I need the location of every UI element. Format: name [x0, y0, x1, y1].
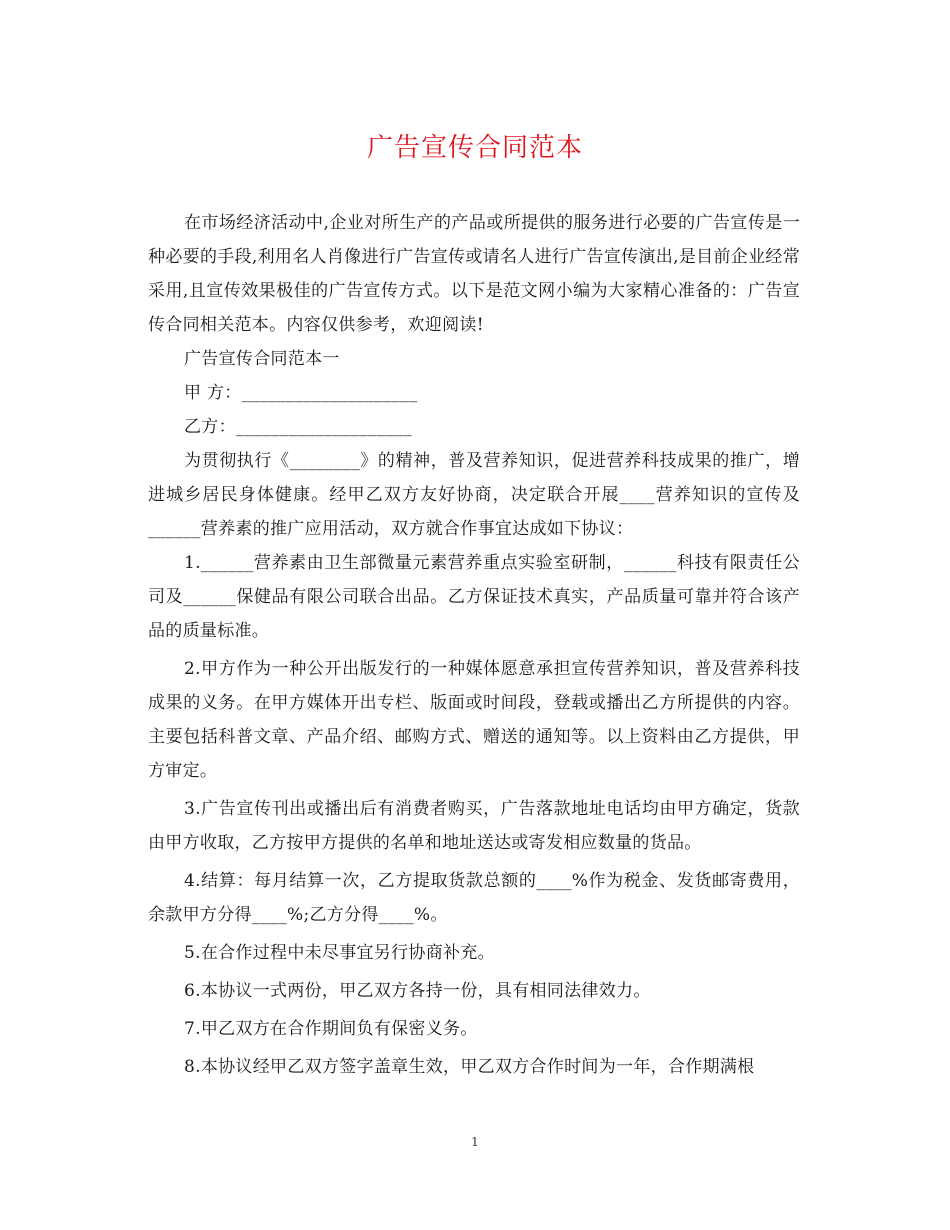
clause-4: 4.结算：每月结算一次，乙方提取货款总额的____%作为税金、发货邮寄费用，余款甲方分得____%;乙方分得____%。	[148, 871, 800, 925]
document-body	[148, 206, 800, 1084]
clause-8: 8.本协议经甲乙双方签字盖章生效，甲乙双方合作时间为一年，合作期满根	[184, 1057, 755, 1077]
document-title: 广告宣传合同范本	[366, 133, 583, 163]
party-a-line: 甲 方：____________________	[184, 383, 418, 403]
clause-1: 1.______营养素由卫生部微量元素营养重点实验室研制，______科技有限责任公司及______保健品有限公司联合出品。乙方保证技术真实，产品质量可靠并符合该产品的质量标准。	[148, 553, 800, 641]
clause-3: 3.广告宣传刊出或播出后有消费者购买，广告落款地址电话均由甲方确定，货款由甲方收取，乙方按甲方提供的名单和地址送达或寄发相应数量的货品。	[148, 799, 800, 853]
clause-2: 2.甲方作为一种公开出版发行的一种媒体愿意承担宣传营养知识，普及营养科技成果的义务。在甲方媒体开出专栏、版面或时间段，登载或播出乙方所提供的内容。主要包括科普文章、产品介绍、邮购方式、赠送的通知等。以上资料由乙方提供，甲方审定。	[148, 659, 800, 781]
clause-7: 7.甲乙双方在合作期间负有保密义务。	[184, 1019, 478, 1039]
intro-paragraph: 在市场经济活动中,企业对所生产的产品或所提供的服务进行必要的广告宣传是一种必要的手段,利用名人肖像进行广告宣传或请名人进行广告宣传演出,是目前企业经常采用,且宣传效果极佳的广告宣传方式。以下是范文网小编为大家精心准备的：广告宣传合同相关范本。内容仅供参考，欢迎阅读!	[148, 213, 800, 335]
party-b-line: 乙方：____________________	[184, 417, 412, 437]
preamble-paragraph: 为贯彻执行《________》的精神，普及营养知识，促进营养科技成果的推广，增进城乡居民身体健康。经甲乙双方友好协商，决定联合开展____营养知识的宣传及______营养素的推广应用活动，双方就合作事宜达成如下协议：	[148, 451, 800, 539]
clause-6: 6.本协议一式两份，甲乙双方各持一份，具有相同法律效力。	[184, 981, 651, 1001]
section-heading: 广告宣传合同范本一	[184, 349, 340, 369]
page-number: 1	[471, 1135, 479, 1149]
clause-5: 5.在合作过程中未尽事宜另行协商补充。	[184, 943, 495, 963]
